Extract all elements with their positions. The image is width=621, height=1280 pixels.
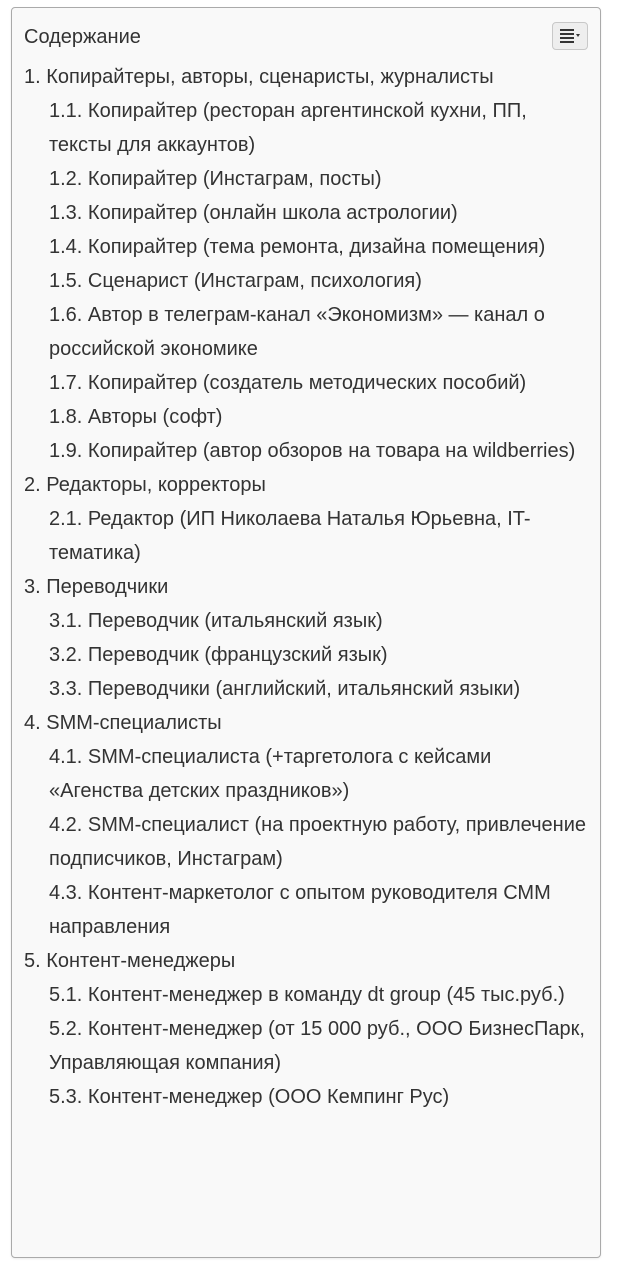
toc-subitem xyxy=(49,162,588,196)
toc-subitem-link[interactable]: 1.9. Копирайтер (автор обзоров на товара на wildberries) xyxy=(49,440,576,462)
toc-subitem xyxy=(49,638,588,672)
toc-subitem xyxy=(49,366,588,400)
toc-subitem-link[interactable]: 5.1. Контент-менеджер в команду dt group (45 тыс.руб.) xyxy=(49,984,565,1006)
toc-section xyxy=(24,944,588,1114)
toc-subitem-link[interactable]: 1.6. Автор в телеграм-канал «Экономизм» — канал о российской экономике xyxy=(49,304,545,360)
table-of-contents xyxy=(11,7,601,1258)
toc-subitem xyxy=(49,604,588,638)
toc-subitem-link[interactable]: 3.3. Переводчики (английский, итальянский языки) xyxy=(49,678,521,700)
toc-subitem xyxy=(49,196,588,230)
toc-subitem-link[interactable]: 1.3. Копирайтер (онлайн школа астрологии) xyxy=(49,202,458,224)
toc-subitem-link[interactable]: 5.3. Контент-менеджер (ООО Кемпинг Рус) xyxy=(49,1086,450,1108)
toc-subitem xyxy=(49,876,588,944)
toc-subitem-link[interactable]: 3.1. Переводчик (итальянский язык) xyxy=(49,610,383,632)
toc-subitem-link[interactable]: 1.2. Копирайтер (Инстаграм, посты) xyxy=(49,168,382,190)
toc-section-link[interactable]: 1. Копирайтеры, авторы, сценаристы, журналисты xyxy=(24,66,494,88)
toc-subitem xyxy=(49,502,588,570)
toc-subitem xyxy=(49,94,588,162)
toc-subitem xyxy=(49,740,588,808)
toc-subitem xyxy=(49,264,588,298)
toc-subitem-link[interactable]: 4.1. SMM-специалиста (+таргетолога с кейсами «Агенства детских праздников») xyxy=(49,746,492,802)
toc-section-link[interactable]: 4. SMM-специалисты xyxy=(24,712,222,734)
toc-sublist xyxy=(24,604,588,706)
toc-subitem xyxy=(49,230,588,264)
toc-subitem xyxy=(49,1080,588,1114)
toc-section xyxy=(24,468,588,570)
toc-list xyxy=(24,60,588,1114)
toc-subitem-link[interactable]: 2.1. Редактор (ИП Николаева Наталья Юрьевна, IT-тематика) xyxy=(49,508,531,564)
toc-subitem-link[interactable]: 1.4. Копирайтер (тема ремонта, дизайна помещения) xyxy=(49,236,546,258)
toc-subitem-link[interactable]: 5.2. Контент-менеджер (от 15 000 руб., ООО БизнесПарк, Управляющая компания) xyxy=(49,1018,585,1074)
toc-sublist xyxy=(24,94,588,468)
toc-subitem xyxy=(49,298,588,366)
toc-subitem xyxy=(49,672,588,706)
toc-section-link[interactable]: 2. Редакторы, корректоры xyxy=(24,474,266,496)
toc-section-link[interactable]: 3. Переводчики xyxy=(24,576,169,598)
toc-title: Содержание xyxy=(24,26,141,48)
toc-section-link[interactable]: 5. Контент-менеджеры xyxy=(24,950,236,972)
toc-subitem-link[interactable]: 1.5. Сценарист (Инстаграм, психология) xyxy=(49,270,422,292)
toc-sublist xyxy=(24,740,588,944)
list-toggle-icon xyxy=(560,29,580,43)
toc-subitem-link[interactable]: 4.3. Контент-маркетолог с опытом руководителя СММ направления xyxy=(49,882,551,938)
toc-toggle-button[interactable] xyxy=(552,22,588,50)
toc-subitem-link[interactable]: 1.8. Авторы (софт) xyxy=(49,406,223,428)
toc-section xyxy=(24,706,588,944)
toc-subitem-link[interactable]: 3.2. Переводчик (французский язык) xyxy=(49,644,388,666)
toc-subitem-link[interactable]: 1.1. Копирайтер (ресторан аргентинской кухни, ПП, тексты для аккаунтов) xyxy=(49,100,527,156)
toc-section xyxy=(24,60,588,468)
toc-subitem xyxy=(49,978,588,1012)
toc-subitem xyxy=(49,434,588,468)
toc-subitem xyxy=(49,1012,588,1080)
toc-subitem xyxy=(49,808,588,876)
toc-sublist xyxy=(24,502,588,570)
toc-subitem-link[interactable]: 4.2. SMM-специалист (на проектную работу, привлечение подписчиков, Инстаграм) xyxy=(49,814,587,870)
toc-subitem xyxy=(49,400,588,434)
toc-section xyxy=(24,570,588,706)
toc-header xyxy=(24,20,588,54)
toc-sublist xyxy=(24,978,588,1114)
toc-subitem-link[interactable]: 1.7. Копирайтер (создатель методических пособий) xyxy=(49,372,527,394)
